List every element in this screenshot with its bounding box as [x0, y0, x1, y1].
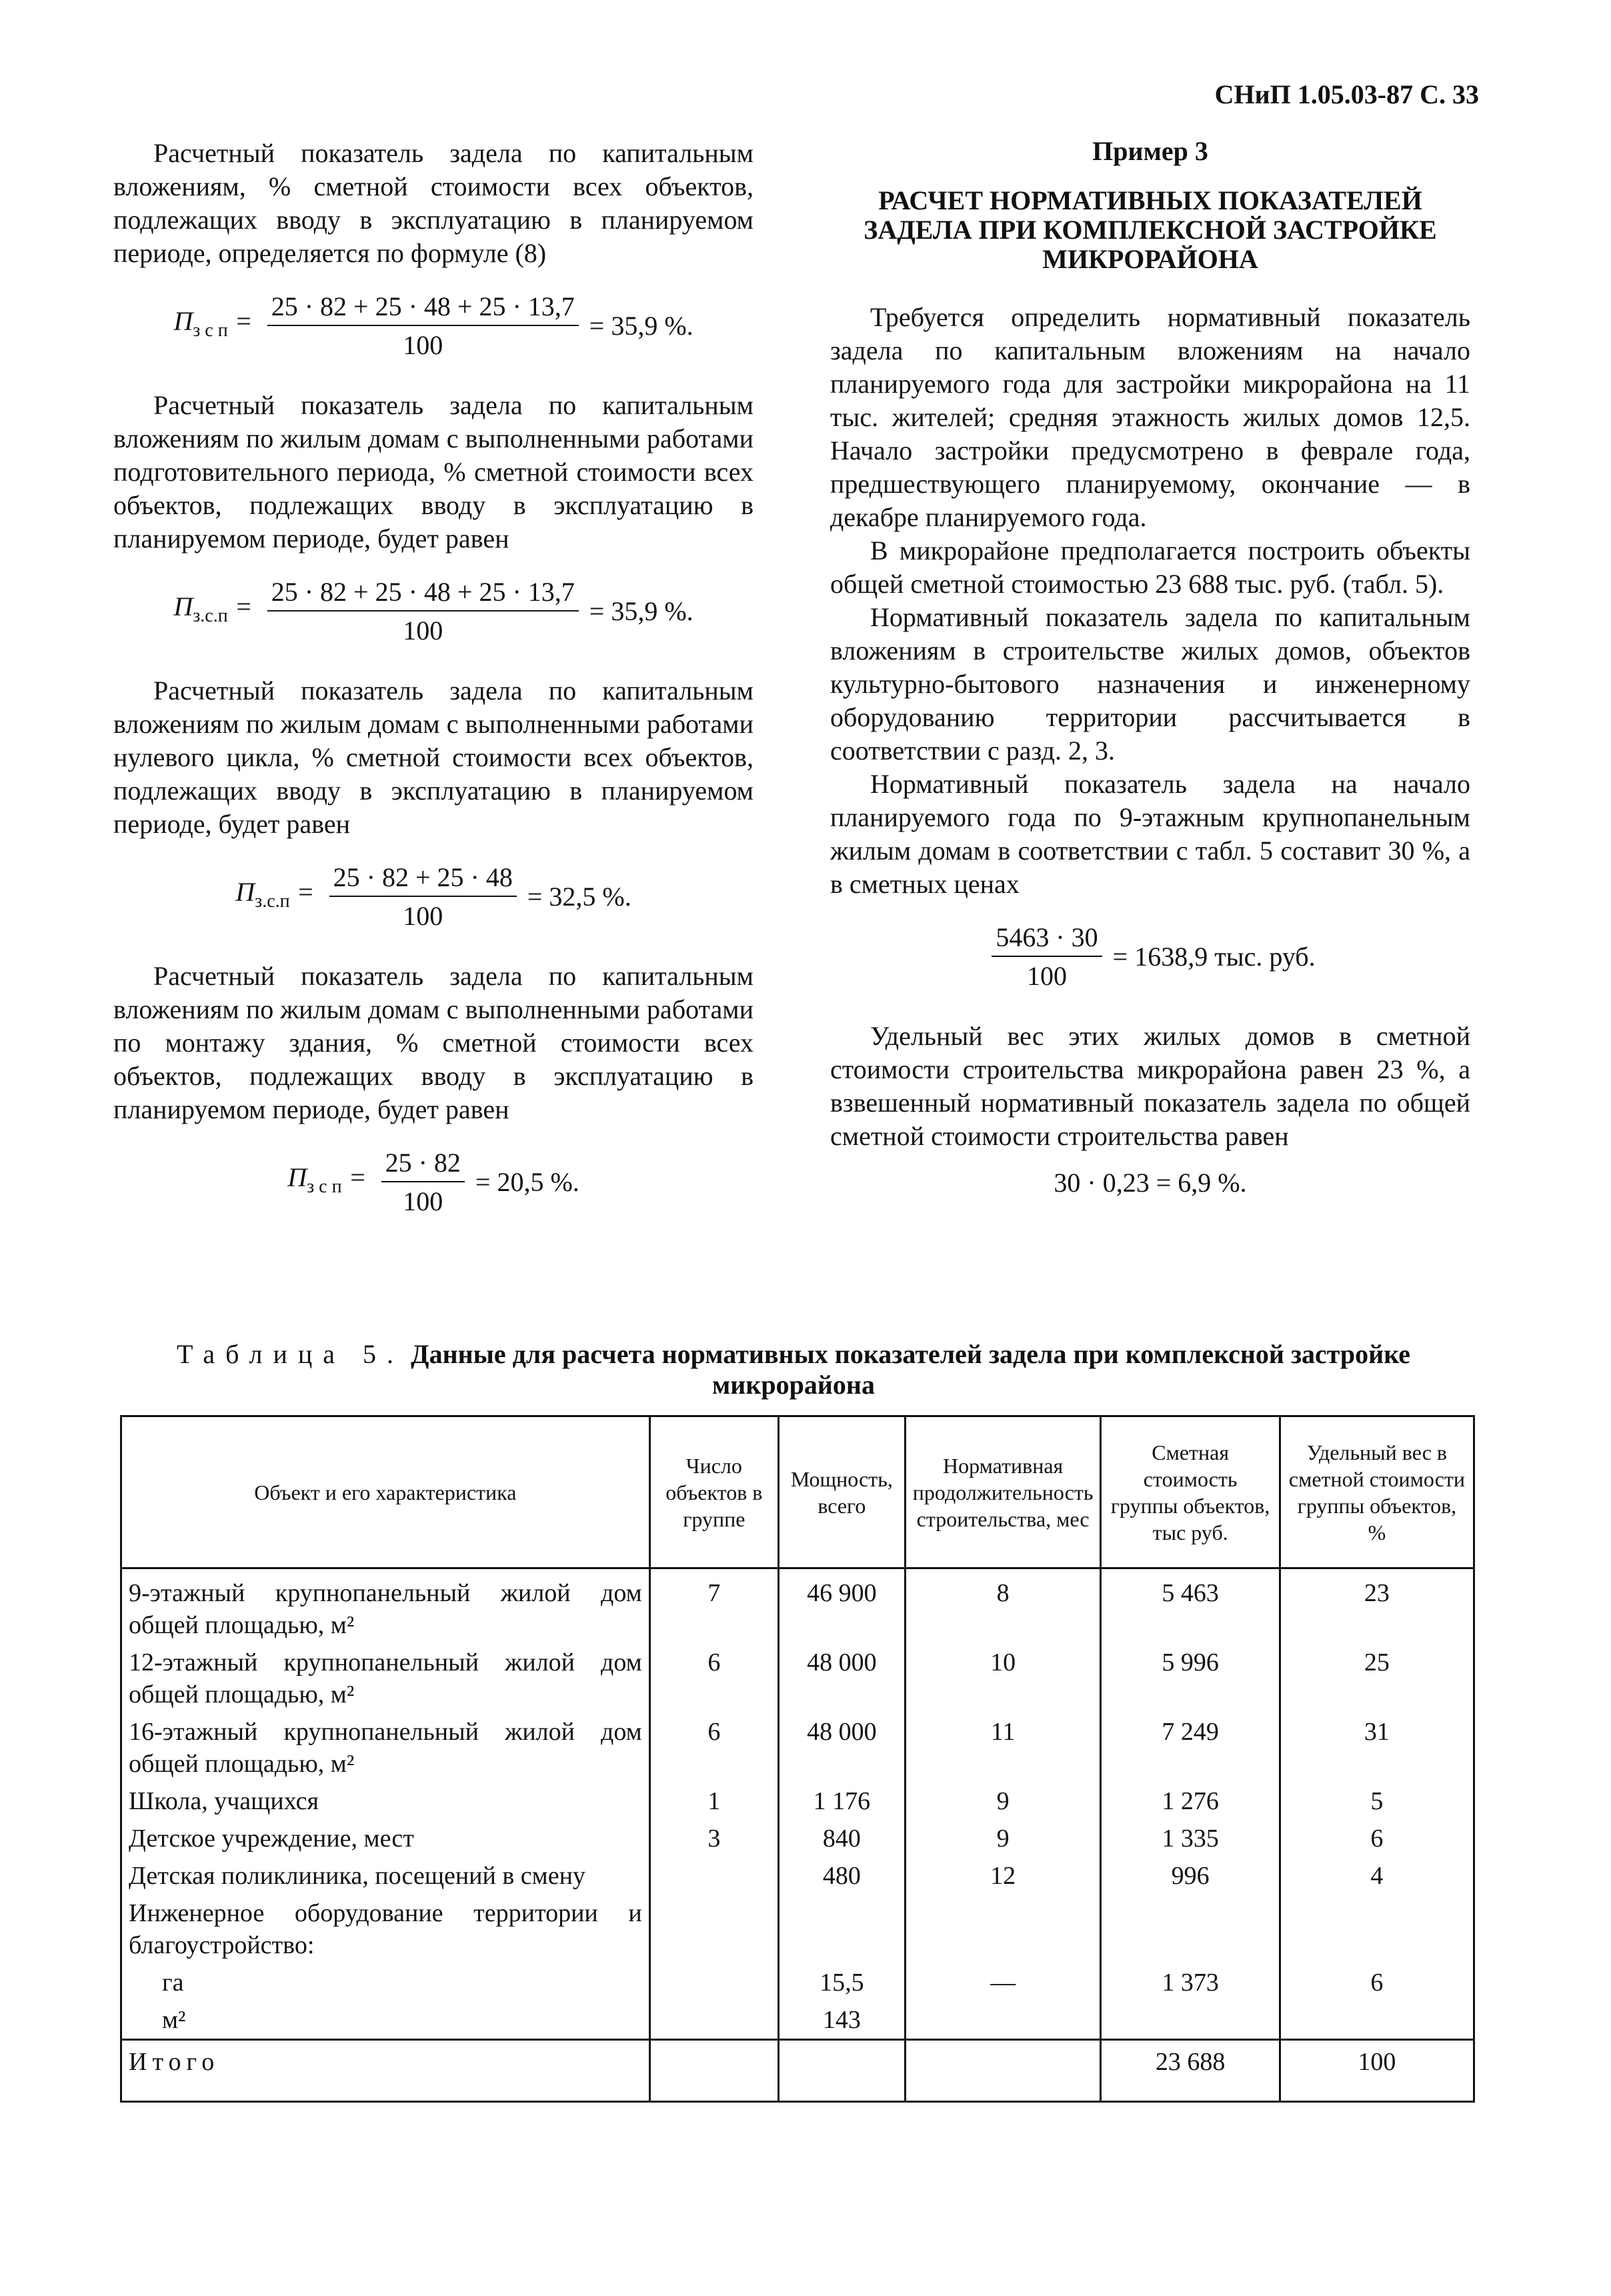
table-cell [649, 1895, 778, 1964]
formula-6: 30 · 0,23 = 6,9 %. [1054, 1168, 1247, 1198]
numerator: 5463 · 30 [992, 921, 1102, 957]
table-cell: га [121, 1964, 650, 2001]
table-cell: 46 900 [778, 1568, 905, 1644]
table-cell [778, 2040, 905, 2102]
table-cell: 12 [905, 1857, 1101, 1895]
table-cell: 48 000 [778, 1644, 905, 1713]
table-cell: 15,5 [778, 1964, 905, 2001]
formula-symbol: П [173, 306, 193, 336]
column-header: Мощность, всего [778, 1416, 905, 1568]
table-cell: 9 [905, 1783, 1101, 1820]
table-cell: — [905, 1964, 1101, 2001]
table-cell: Инженерное оборудование территории и благоустройство: [121, 1895, 650, 1964]
table-cell: 12-этажный крупнопанельный жилой дом общей площадью, м² [121, 1644, 650, 1713]
paragraph: Расчетный показатель задела по капитальным вложениям по жилым домам с выполненными работами нулевого цикла, % сметной стоимости всех объектов, подлежащих вводу в эксплуатацию в планируемом периоде, будет равен [113, 676, 753, 839]
table-cell: 9-этажный крупнопанельный жилой дом общей площадью, м² [121, 1568, 650, 1644]
table-row [121, 1895, 1474, 1964]
table-cell [649, 2040, 778, 2102]
table-label: Таблица 5. [176, 1339, 405, 1369]
formula-result: = 1638,9 тыс. руб. [1112, 942, 1316, 972]
column-header: Число объектов в группе [649, 1416, 778, 1568]
table-cell: 1 335 [1101, 1820, 1280, 1857]
table-cell [1280, 1895, 1474, 1964]
table-row [121, 1857, 1474, 1895]
formula-5 [830, 921, 1470, 993]
denominator: 100 [403, 616, 443, 646]
table-cell: 1 373 [1101, 1964, 1280, 2001]
table-cell: 11 [905, 1713, 1101, 1783]
table-cell: 5 996 [1101, 1644, 1280, 1713]
formula-symbol: П [235, 877, 255, 907]
table-cell: 1 276 [1101, 1783, 1280, 1820]
table-cell: 1 176 [778, 1783, 905, 1820]
paragraph: Нормативный показатель задела по капитальным вложениям в строительстве жилых домов, объектов культурно-бытового назначения и инженерному оборудованию территории рассчитывается в соответствии с разд. 2, 3. [830, 602, 1470, 766]
paragraph: Расчетный показатель задела по капитальным вложениям по жилым домам с выполненными работами по монтажу здания, % сметной стоимости всех объектов, подлежащих вводу в эксплуатацию в планируемом периоде, будет равен [113, 961, 753, 1124]
table-cell: 996 [1101, 1857, 1280, 1895]
paragraph: Нормативный показатель задела на начало планируемого года по 9-этажным крупнопанельным жилым домам в соответствии с табл. 5 составит 30 %, а в сметных ценах [830, 769, 1470, 899]
table-cell [1101, 1895, 1280, 1964]
paragraph: Удельный вес этих жилых домов в сметной стоимости строительства микрорайона равен 23 %, а взвешенный нормативный показатель задела по общей сметной стоимости строительства равен [830, 1021, 1470, 1151]
table-cell: 5 463 [1101, 1568, 1280, 1644]
table-cell: 7 [649, 1568, 778, 1644]
table-cell: 3 [649, 1820, 778, 1857]
data-table [120, 1415, 1475, 2103]
formula-symbol: П [173, 592, 193, 622]
table-title: Данные для расчета нормативных показателей задела при комплексной застройке микрорайона [411, 1339, 1411, 1400]
table-row [121, 1964, 1474, 2001]
table-cell [1101, 2001, 1280, 2040]
numerator: 25 · 82 + 25 · 48 + 25 · 13,7 [267, 576, 579, 612]
table-caption [113, 1339, 1474, 1400]
table-cell: 4 [1280, 1857, 1474, 1895]
table-cell: 6 [649, 1644, 778, 1713]
table-row [121, 1820, 1474, 1857]
example-heading: Пример 3 [1092, 136, 1208, 166]
table-cell: 16-этажный крупнопанельный жилой дом общей площадью, м² [121, 1713, 650, 1783]
table-cell: Детское учреждение, мест [121, 1820, 650, 1857]
table-cell: 6 [649, 1713, 778, 1783]
fraction [267, 290, 579, 362]
table-cell: 143 [778, 2001, 905, 2040]
formula-subscript: з.с.п [193, 606, 228, 626]
table-cell: Детская поликлиника, посещений в смену [121, 1857, 650, 1895]
formula-result: = 35,9 %. [589, 311, 693, 341]
denominator: 100 [403, 901, 443, 931]
table-cell: 480 [778, 1857, 905, 1895]
formula-2: $П_{з.с.п}$ = $\frac{25 \cdot 82 + 25 \cdot 48 + 25 \cdot 13,7}{100}$ = 35,9 %. [113, 576, 753, 648]
formula-4: $П_{з с п}$ = $\frac{25 \cdot 82}{100}$ = 20,5 %. [113, 1146, 753, 1218]
table-cell: 31 [1280, 1713, 1474, 1783]
table-cell: Школа, учащихся [121, 1783, 650, 1820]
table-row [121, 1783, 1474, 1820]
table-cell: 1 [649, 1783, 778, 1820]
total-label: Итого [121, 2040, 650, 2102]
table-cell: 48 000 [778, 1713, 905, 1783]
table-cell: 25 [1280, 1644, 1474, 1713]
table-header-row [121, 1416, 1474, 1568]
denominator: 100 [403, 330, 443, 360]
paragraph: В микрорайоне предполагается построить объекты общей сметной стоимостью 23 688 тыс. руб. (табл. 5). [830, 535, 1470, 599]
table-cell: 5 [1280, 1783, 1474, 1820]
table-cell: 23 [1280, 1568, 1474, 1644]
formula-subscript: з с п [193, 320, 228, 341]
table-cell [905, 2040, 1101, 2102]
total-cost: 23 688 [1101, 2040, 1280, 2102]
table-row [121, 1644, 1474, 1713]
formula-subscript: з.с.п [255, 891, 290, 912]
paragraph: Расчетный показатель задела по капитальным вложениям по жилым домам с выполненными работами подготовительного периода, % сметной стоимости всех объектов, подлежащих вводу в эксплуатацию в планируемом периоде, будет равен [113, 390, 753, 553]
left-column [113, 137, 753, 1245]
table-cell [778, 1895, 905, 1964]
column-header: Объект и его характеристика [121, 1416, 650, 1568]
section-title: РАСЧЕТ НОРМАТИВНЫХ ПОКАЗАТЕЛЕЙ ЗАДЕЛА ПРИ КОМПЛЕКСНОЙ ЗАСТРОЙКЕ МИКРОРАЙОНА [864, 185, 1437, 274]
total-share: 100 [1280, 2040, 1474, 2102]
formula-1: $П_{з с п}$ = $\frac{25 \cdot 82 + 25 \cdot 48 + 25 \cdot 13,7}{100}$ = 35,9 %. [113, 290, 753, 362]
formula-symbol: П [287, 1162, 307, 1192]
formula-3: $П_{з.с.п}$ = $\frac{25 \cdot 82 + 25 \cdot 48}{100}$ = 32,5 %. [113, 861, 753, 933]
numerator: 25 · 82 + 25 · 48 [329, 861, 517, 897]
column-header: Удельный вес в сметной стоимости группы объектов, % [1280, 1416, 1474, 1568]
fraction [381, 1146, 465, 1218]
page-header: СНиП 1.05.03-87 С. 33 [1214, 79, 1479, 109]
column-header: Нормативная продолжительность строительства, мес [905, 1416, 1101, 1568]
denominator: 100 [1027, 961, 1067, 991]
table-cell: 6 [1280, 1820, 1474, 1857]
formula-result: = 20,5 %. [475, 1167, 579, 1197]
table-cell: 7 249 [1101, 1713, 1280, 1783]
table-row [121, 2001, 1474, 2040]
table-cell [649, 1964, 778, 2001]
table-cell [905, 1895, 1101, 1964]
denominator: 100 [403, 1186, 443, 1216]
formula-result: = 35,9 %. [589, 596, 693, 626]
table-cell: м² [121, 2001, 650, 2040]
fraction [329, 861, 517, 933]
table-total-row [121, 2040, 1474, 2102]
column-header: Сметная стоимость группы объектов, тыс руб. [1101, 1416, 1280, 1568]
paragraph: Требуется определить нормативный показатель задела по капитальным вложениям на начало планируемого года для застройки микрорайона на 11 тыс. жителей; средняя этажность жилых домов 12,5. Начало застройки предусмотрено в феврале года, предшествующего планируемому, окончание — в декабре планируемого года. [830, 302, 1470, 532]
formula-subscript: з с п [307, 1176, 342, 1197]
fraction [267, 576, 579, 648]
table-cell: 8 [905, 1568, 1101, 1644]
table-cell [649, 1857, 778, 1895]
paragraph: Расчетный показатель задела по капитальным вложениям, % сметной стоимости всех объектов, подлежащих вводу в эксплуатацию в планируемом периоде, определяется по формуле (8) [113, 138, 753, 268]
table-row [121, 1568, 1474, 1644]
formula-result: = 32,5 %. [527, 882, 631, 912]
table-cell: 6 [1280, 1964, 1474, 2001]
table-cell [649, 2001, 778, 2040]
fraction [992, 921, 1102, 993]
right-column [830, 137, 1470, 1206]
table-cell [1280, 2001, 1474, 2040]
table-cell: 9 [905, 1820, 1101, 1857]
table-cell: 10 [905, 1644, 1101, 1713]
numerator: 25 · 82 [381, 1146, 465, 1182]
table-cell [905, 2001, 1101, 2040]
numerator: 25 · 82 + 25 · 48 + 25 · 13,7 [267, 290, 579, 326]
table-cell: 840 [778, 1820, 905, 1857]
table-row [121, 1713, 1474, 1783]
